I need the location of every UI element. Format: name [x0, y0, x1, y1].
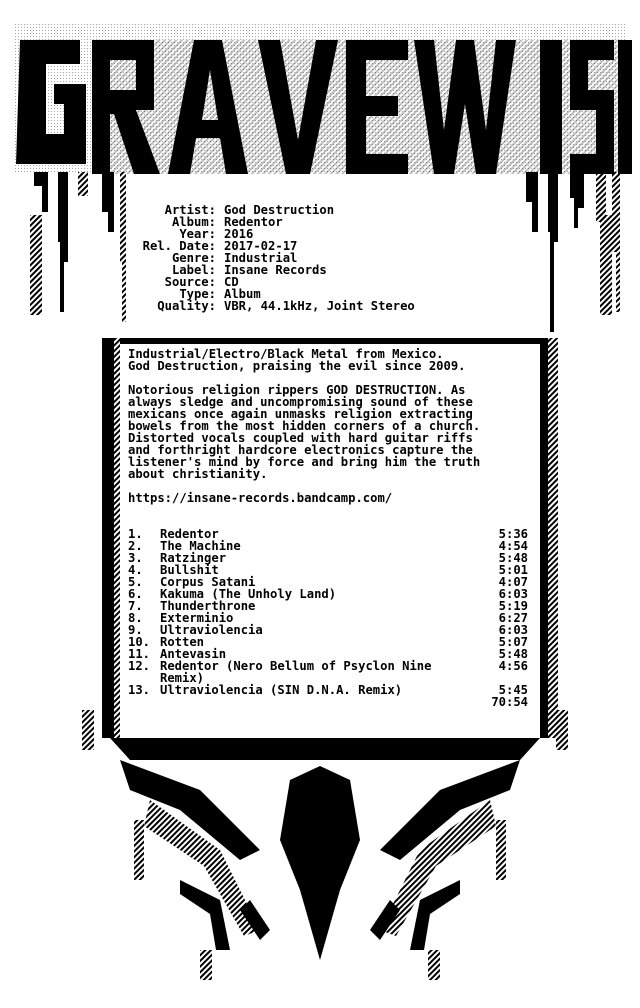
- track-title: Rotten: [160, 635, 205, 649]
- metadata-value: Redentor: [224, 215, 283, 229]
- description-body-line: Distorted vocals coupled with hard guitar riffs: [128, 431, 473, 445]
- track-duration: 6:03: [498, 623, 528, 637]
- description-body-line: listener's mind by force and bring him the truth: [128, 455, 481, 469]
- metadata-value: 2017-02-17: [224, 239, 298, 253]
- description-intro-line: Industrial/Electro/Black Metal from Mexico.: [128, 347, 444, 361]
- track-title: Bullshit: [160, 563, 219, 577]
- track-number: 1.: [128, 527, 143, 541]
- track-number: 11.: [128, 647, 151, 661]
- metadata-label: Type:: [179, 287, 216, 301]
- gravewish-logo: [14, 24, 632, 174]
- metadata-label: Source:: [164, 275, 216, 289]
- track-duration: 5:07: [498, 635, 528, 649]
- track-duration: 5:45: [498, 683, 528, 697]
- track-title: Thunderthrone: [160, 599, 256, 613]
- track-title: Corpus Satani: [160, 575, 256, 589]
- metadata-label: Genre:: [171, 251, 216, 265]
- track-number: 13.: [128, 683, 151, 697]
- metadata-label: Artist:: [164, 203, 216, 217]
- track-title-continued: Remix): [160, 671, 205, 685]
- track-number: 2.: [128, 539, 143, 553]
- metadata-value: God Destruction: [224, 203, 335, 217]
- track-number: 12.: [128, 659, 151, 673]
- metadata-value: Insane Records: [224, 263, 327, 277]
- track-duration: 4:56: [498, 659, 528, 673]
- spider-emblem: [110, 738, 540, 980]
- track-duration: 5:36: [498, 527, 528, 541]
- metadata-value: VBR, 44.1kHz, Joint Stereo: [224, 299, 415, 313]
- description-body-line: bowels from the most hidden corners of a church.: [128, 419, 481, 433]
- description-body-line: and forthright hardcore electronics capture the: [128, 443, 473, 457]
- metadata-label: Year:: [179, 227, 216, 241]
- track-title: Ultraviolencia (SIN D.N.A. Remix): [160, 683, 403, 697]
- track-number: 4.: [128, 563, 143, 577]
- track-duration: 5:19: [498, 599, 528, 613]
- description-intro-line: God Destruction, praising the evil since 2009.: [128, 359, 466, 373]
- track-title: Ultraviolencia: [160, 623, 263, 637]
- track-number: 3.: [128, 551, 143, 565]
- track-number: 9.: [128, 623, 143, 637]
- bandcamp-link[interactable]: https://insane-records.bandcamp.com/: [128, 491, 393, 505]
- total-duration: 70:54: [491, 695, 528, 709]
- metadata-label: Album:: [171, 215, 216, 229]
- description-body-line: Notorious religion rippers GOD DESTRUCTION. As: [128, 383, 466, 397]
- metadata-label: Label:: [171, 263, 216, 277]
- track-duration: 5:48: [498, 551, 528, 565]
- description-body-line: about christianity.: [128, 467, 268, 481]
- metadata-label: Rel. Date:: [142, 239, 216, 253]
- track-title: Redentor (Nero Bellum of Psyclon Nine: [160, 659, 432, 673]
- track-duration: 6:03: [498, 587, 528, 601]
- metadata-label: Quality:: [157, 299, 216, 313]
- description-body-line: always sledge and uncompromising sound of these: [128, 395, 473, 409]
- track-number: 10.: [128, 635, 151, 649]
- track-title: Exterminio: [160, 611, 234, 625]
- track-duration: 4:54: [498, 539, 528, 553]
- track-number: 6.: [128, 587, 143, 601]
- track-number: 7.: [128, 599, 143, 613]
- track-duration: 5:48: [498, 647, 528, 661]
- track-number: 5.: [128, 575, 143, 589]
- track-title: The Machine: [160, 539, 241, 553]
- track-title: Ratzinger: [160, 551, 227, 565]
- track-title: Redentor: [160, 527, 219, 541]
- track-duration: 5:01: [498, 563, 528, 577]
- track-title: Antevasin: [160, 647, 227, 661]
- metadata-value: Album: [224, 287, 261, 301]
- metadata-value: 2016: [224, 227, 254, 241]
- description-body-line: mexicans once again unmasks religion extracting: [128, 407, 473, 421]
- track-duration: 6:27: [498, 611, 528, 625]
- track-number: 8.: [128, 611, 143, 625]
- metadata-value: CD: [224, 275, 239, 289]
- track-duration: 4:07: [498, 575, 528, 589]
- metadata-value: Industrial: [224, 251, 298, 265]
- track-title: Kakuma (The Unholy Land): [160, 587, 337, 601]
